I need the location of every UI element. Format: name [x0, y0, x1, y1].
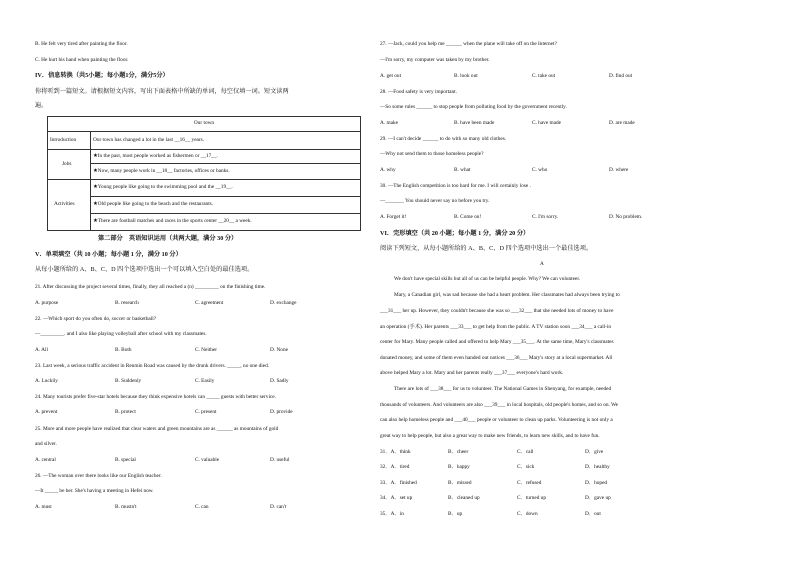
passage-line: ___31___ her up. However, they couldn't because she was so ___32___ that she needed lots of money to have [380, 308, 614, 314]
passage-line: center for Mary. Many people called and offered to help Mary ___35___. At the same time, Mary's classmates [380, 339, 614, 345]
option: D. can't [270, 504, 287, 510]
option: D. are made [609, 120, 635, 126]
option: D. useful [270, 457, 290, 463]
option: C. Neither [195, 347, 218, 353]
option: B. special [115, 457, 136, 463]
option: B. Suddenly [115, 378, 142, 384]
question-stem: 21. After discussing the project several times, finally, they all reached a (n) _________ on the finishing time. [35, 284, 266, 290]
cloze-option: 31．A．think [380, 449, 411, 455]
info-table [47, 116, 361, 231]
option: A. must [35, 504, 52, 510]
cloze-option: B．cleaned up [448, 495, 480, 501]
passage-line: thousands of volunteers. And volunteers are also ___39___ in local hospitals, old people's homes, and so on. We [380, 402, 619, 408]
cloze-option: C．down [517, 511, 538, 517]
option: D. exchange [270, 300, 297, 306]
row-label: Activities [54, 201, 75, 207]
cloze-option: D．hoped [585, 480, 608, 486]
table-cell: Our town has changed a lot in the last __16__ years. [93, 137, 205, 143]
option: C. present [195, 409, 217, 415]
option: A. All [35, 347, 48, 353]
part-title: 第二部分 英语知识运用（共两大题，满分 30 分） [98, 235, 238, 242]
section-title: VI．完形填空（共 20 小题；每小题 1 分，满分 20 分） [380, 230, 530, 237]
cloze-option: 32．A．tired [380, 464, 410, 470]
option: B. mustn't [115, 504, 137, 510]
cloze-option: C．turned up [517, 495, 546, 501]
question-stem: 29. —I can't decide ______ to do with so many old clothes. [380, 136, 507, 142]
instruction-text: 遍。 [35, 102, 48, 109]
cloze-option: D．healthy [585, 464, 610, 470]
cloze-option: B．cheer [448, 449, 469, 455]
passage-line: There are lots of ___38___ for us to volunteer. The National Games in Shenyang, for example, needed [394, 386, 612, 392]
option: B. what [454, 167, 471, 173]
question-stem: 30. —The English competition is too hard for me. I will certainly lose . [380, 183, 531, 189]
option: D. find out [609, 73, 633, 79]
cloze-option: D．out [585, 511, 601, 517]
cloze-option: B．happy [448, 464, 470, 470]
option: D. No problem. [609, 214, 643, 220]
option: C. I'm sorry. [532, 214, 559, 220]
right-column [380, 0, 720, 562]
question-stem: 28. —Food safety is very important. [380, 89, 457, 95]
question-stem: —Why not send them to those homeless people? [380, 151, 484, 157]
question-stem: 22. —Which sport do you often do, soccer or basketball? [35, 316, 157, 322]
option: B. Both [115, 347, 132, 353]
option: D. provide [270, 409, 293, 415]
passage-line: Mary, a Canadian girl, was sad because she had a heart problem. Her classmates had always been trying to [394, 292, 620, 298]
passage-label: A [540, 261, 544, 267]
option: D. where [609, 167, 629, 173]
question-stem: —So some rules ______ to stop people from polluting food by the government recently. [380, 104, 567, 110]
option: A. prevent [35, 409, 58, 415]
table-cell: ★There are football matches and races in the sports center __20__ a week. [93, 218, 252, 224]
option: C. have made [532, 120, 561, 126]
cloze-option: B．up [448, 511, 463, 517]
passage-line: We don't have special skills but all of us can be helpful people. Why? We can volunteer. [394, 276, 581, 282]
passage-line: an operation (手术). Her parents ___33___ to get help from the public. A TV station soon ___34___ a call-in [380, 324, 612, 330]
option: A. Forget it! [380, 214, 407, 220]
passage-line: can also help homeless people and ___40___ people or volunteer to clean up parks. Volunteering is not only a [380, 417, 613, 423]
cloze-option: D．give [585, 449, 604, 455]
option: C. valuable [195, 457, 220, 463]
option: B. protect [115, 409, 136, 415]
table-cell: ★Old people like going to the beach and the restaurants. [93, 201, 214, 207]
section-title: IV．信息转换（共5小题；每小题1分，满分5分） [35, 72, 169, 79]
option-line: C. He hurt his hand when painting the floor. [35, 57, 129, 63]
option-line: B. He felt very tired after painting the floor. [35, 41, 128, 47]
question-stem: —I'm sorry, my computer was taken by my brother. [380, 57, 490, 63]
option: B. Come on! [454, 214, 482, 220]
question-stem: —_________. and I also like playing volleyball after school with my classmates. [35, 331, 207, 337]
instruction-text: 从每小题所给的 A、B、C、D 四个选项中选出一个可以填入空白处的最佳选项。 [35, 266, 254, 273]
option: A. central [35, 457, 56, 463]
option: C. can [195, 504, 209, 510]
section-title: V．单项填空（共 10 小题；每小题 1 分，满分 10 分） [35, 251, 182, 258]
cloze-option: C．call [517, 449, 534, 455]
cloze-option: 33．A．finished [380, 480, 417, 486]
question-stem: —_______ You should never say no before you try. [380, 198, 490, 204]
table-cell: ★In the past, most people worked as fishermen or __17__. [93, 153, 218, 159]
question-stem: and silver. [35, 441, 57, 447]
question-stem: 25. More and more people have realized that clear waters and green mountains are as ______ as mountains of gold [35, 426, 279, 432]
cloze-option: 34．A．set up [380, 495, 413, 501]
instruction-text: 你将听到一篇短文。请根据短文内容，写出下面表格中所缺的单词，每空仅填一词。短文读两 [35, 88, 289, 95]
table-cell: ★Young people like going to the swimming pool and the __19__. [93, 184, 233, 190]
option: B. have been made [454, 120, 495, 126]
table-cell: ★Now, many people work in __18__ factories, offices or banks. [93, 168, 230, 174]
passage-line: great way to help people, but also a great way to make new friends, to learn new skills, and to have fun. [380, 433, 600, 439]
option: A. make [380, 120, 398, 126]
cloze-option: 35．A．in [380, 511, 404, 517]
question-stem: 27. —Jack, could you help me ______ when the plane will take off on the Internet? [380, 41, 557, 47]
row-label: Introduction [50, 137, 77, 143]
option: A. Luckily [35, 378, 58, 384]
question-stem: 23. Last week, a serious traffic accident in Renmin Road was caused by the drunk drivers. _____, no one died. [35, 363, 270, 369]
cloze-option: D．gave up [585, 495, 611, 501]
passage-line: donated money, and some of them even handed out notices ___36___ Mary's story at a local supermarket. All [380, 355, 613, 361]
option: C. agreement [195, 300, 224, 306]
table-title: Our town [193, 120, 215, 126]
option: D. Sadly [270, 378, 289, 384]
option: A. purpose [35, 300, 59, 306]
cloze-option: B．missed [448, 480, 472, 486]
instruction-text: 阅读下列短文，从每小题所给的 A、B、C、D 四个选项中选出一个最佳选项。 [380, 245, 593, 252]
question-stem: 24. Many tourists prefer five-star hotels because they think expensive hotels can _____ guests with better service. [35, 394, 276, 400]
option: A. why [380, 167, 396, 173]
option: D. None [270, 347, 288, 353]
option: B. research [115, 300, 139, 306]
cloze-option: C．sick [517, 464, 535, 470]
cloze-option: C．refused [517, 480, 542, 486]
question-stem: 26. —The woman over there looks like our English teacher. [35, 473, 162, 479]
option: C. Easily [195, 378, 215, 384]
left-column [35, 0, 365, 562]
option: C. take out [532, 73, 556, 79]
question-stem: —It _____ be her. She's having a meeting in Hefei now. [35, 488, 154, 494]
option: B. look out [454, 73, 478, 79]
option: A. get out [380, 73, 402, 79]
passage-line: above helped Mary a lot. Mary and her parents really ___37___ everyone's hard work. [380, 370, 564, 376]
row-label: Jobs [62, 161, 72, 167]
option: C. who [532, 167, 548, 173]
